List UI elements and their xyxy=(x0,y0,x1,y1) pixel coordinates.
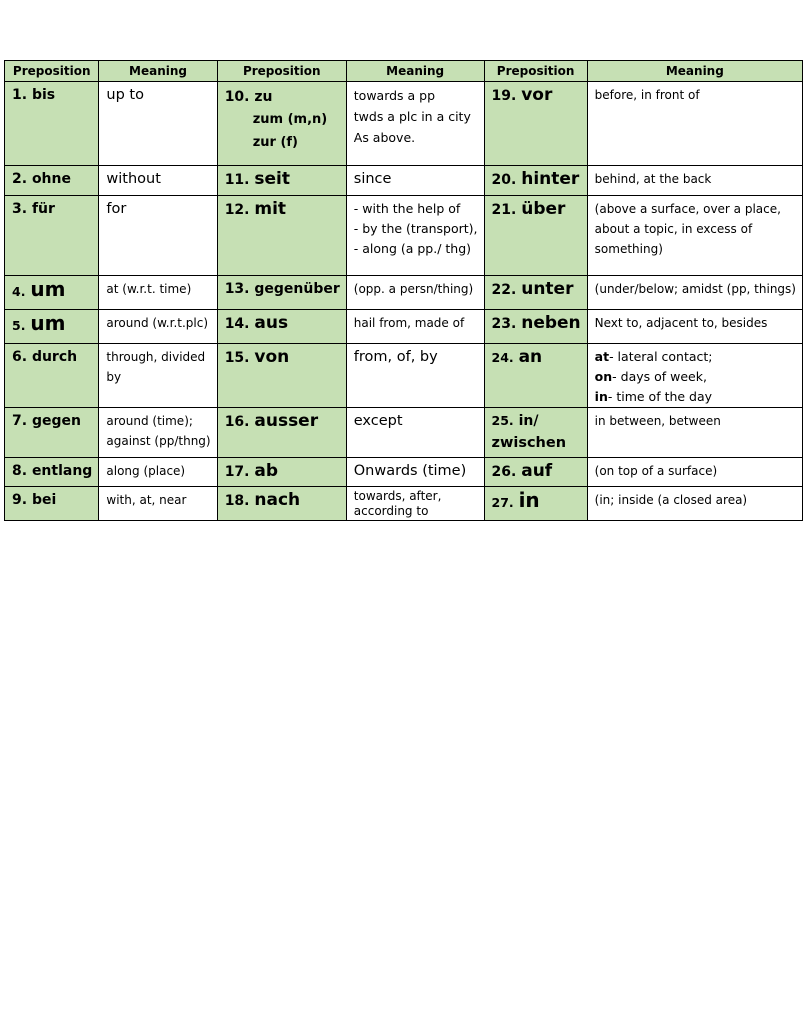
preposition-cell xyxy=(5,487,99,521)
preposition-number: 15. xyxy=(224,350,250,366)
preposition-cell xyxy=(484,458,587,487)
meaning-line: at- lateral contact; xyxy=(594,349,713,364)
table-row xyxy=(5,487,803,521)
preposition-cell xyxy=(217,344,346,408)
meaning-line: according to xyxy=(353,504,429,518)
meaning-line: twds a plc in a city xyxy=(353,109,471,124)
preposition-word: hinter xyxy=(521,169,580,189)
preposition-number: 17. xyxy=(224,464,250,480)
preposition-word: gegen xyxy=(31,413,81,429)
preposition-number: 24. xyxy=(491,350,514,365)
meaning-line: from, of, by xyxy=(353,349,438,365)
meaning-line: for xyxy=(106,201,127,217)
header-meaning-2: Meaning xyxy=(346,61,484,82)
meaning-line: Onwards (time) xyxy=(353,463,467,479)
table-row xyxy=(5,196,803,276)
preposition-word: aus xyxy=(254,313,289,333)
meaning-line: - by the (transport), xyxy=(353,221,478,236)
meaning-cell xyxy=(587,344,802,408)
table-row xyxy=(5,458,803,487)
preposition-cell xyxy=(484,408,587,458)
meaning-line: (on top of a surface) xyxy=(594,464,718,478)
preposition-word: auf xyxy=(521,461,553,481)
preposition-word: zu xyxy=(254,89,273,105)
preposition-number: 13. xyxy=(224,281,250,297)
preposition-cell xyxy=(5,276,99,310)
meaning-line: behind, at the back xyxy=(594,172,712,186)
preposition-word: an xyxy=(518,347,543,367)
meaning-line: (opp. a persn/thing) xyxy=(353,282,474,296)
meaning-cell xyxy=(99,458,217,487)
preposition-word: ausser xyxy=(254,411,319,431)
meaning-line: around (time); xyxy=(106,414,193,428)
header-preposition-1: Preposition xyxy=(5,61,99,82)
preposition-number: 18. xyxy=(224,493,250,509)
meaning-line: something) xyxy=(594,242,663,256)
header-meaning-1: Meaning xyxy=(99,61,217,82)
table-row xyxy=(5,276,803,310)
preposition-number: 27. xyxy=(491,495,514,510)
meaning-line: around (w.r.t.plc) xyxy=(106,316,209,330)
meaning-cell xyxy=(99,166,217,196)
table-row xyxy=(5,310,803,344)
meaning-cell xyxy=(346,196,484,276)
meaning-line: in between, between xyxy=(594,414,721,428)
meaning-cell xyxy=(587,487,802,521)
preposition-number: 8. xyxy=(12,463,28,479)
meaning-cell xyxy=(587,458,802,487)
meaning-line: at (w.r.t. time) xyxy=(106,282,192,296)
meaning-cell xyxy=(99,408,217,458)
preposition-word: seit xyxy=(254,169,290,189)
preposition-cell xyxy=(484,196,587,276)
preposition-cell xyxy=(217,82,346,166)
preposition-cell xyxy=(5,166,99,196)
meaning-cell xyxy=(346,276,484,310)
preposition-number: 23. xyxy=(491,316,517,332)
preposition-table xyxy=(4,60,803,521)
preposition-cell xyxy=(217,166,346,196)
meaning-line: on- days of week, xyxy=(594,369,707,384)
header-preposition-2: Preposition xyxy=(217,61,346,82)
preposition-number: 3. xyxy=(12,201,28,217)
preposition-cell xyxy=(217,408,346,458)
preposition-cell xyxy=(217,458,346,487)
preposition-number: 10. xyxy=(224,89,250,105)
meaning-cell xyxy=(346,458,484,487)
meaning-line: - along (a pp./ thg) xyxy=(353,241,472,256)
preposition-number: 19. xyxy=(491,88,517,104)
meaning-cell xyxy=(587,166,802,196)
meaning-cell xyxy=(346,166,484,196)
preposition-sheet xyxy=(4,60,803,521)
meaning-cell xyxy=(346,487,484,521)
meaning-line: about a topic, in excess of xyxy=(594,222,753,236)
preposition-cell xyxy=(484,487,587,521)
meaning-line: in- time of the day xyxy=(594,389,713,404)
preposition-cell xyxy=(5,344,99,408)
meaning-cell xyxy=(587,310,802,344)
table-row xyxy=(5,82,803,166)
preposition-cell xyxy=(217,196,346,276)
meaning-line: since xyxy=(353,171,392,187)
preposition-number: 2. xyxy=(12,171,28,187)
meaning-cell xyxy=(587,82,802,166)
preposition-word: entlang xyxy=(31,463,93,479)
preposition-word: gegenüber xyxy=(254,281,340,297)
header-meaning-3: Meaning xyxy=(587,61,802,82)
preposition-variant: zum (m,n) xyxy=(252,112,328,127)
meaning-line: hail from, made of xyxy=(353,316,465,330)
preposition-number: 11. xyxy=(224,172,250,188)
preposition-number: 9. xyxy=(12,492,28,508)
preposition-variant: zur (f) xyxy=(252,135,298,150)
table-row xyxy=(5,166,803,196)
preposition-number: 6. xyxy=(12,349,28,365)
meaning-line: (in; inside (a closed area) xyxy=(594,493,748,507)
meaning-line: - with the help of xyxy=(353,201,461,216)
preposition-cell xyxy=(5,310,99,344)
preposition-word: unter xyxy=(521,279,574,299)
header-preposition-3: Preposition xyxy=(484,61,587,82)
preposition-cell xyxy=(217,310,346,344)
preposition-number: 12. xyxy=(224,202,250,218)
preposition-word: bei xyxy=(31,492,57,508)
meaning-cell xyxy=(587,408,802,458)
meaning-line: along (place) xyxy=(106,464,186,478)
preposition-word: über xyxy=(521,199,566,219)
preposition-cell xyxy=(484,310,587,344)
preposition-word: nach xyxy=(254,490,301,510)
meaning-line: against (pp/thng) xyxy=(106,434,211,448)
meaning-cell xyxy=(99,276,217,310)
preposition-number: 5. xyxy=(12,318,26,333)
preposition-number: 4. xyxy=(12,284,26,299)
meaning-cell xyxy=(99,82,217,166)
preposition-word: um xyxy=(30,277,66,301)
preposition-cell xyxy=(217,276,346,310)
meaning-cell xyxy=(99,344,217,408)
preposition-cell xyxy=(5,82,99,166)
preposition-number: 7. xyxy=(12,413,28,429)
preposition-cell xyxy=(5,196,99,276)
meaning-cell xyxy=(346,310,484,344)
table-row xyxy=(5,344,803,408)
meaning-line: with, at, near xyxy=(106,493,187,507)
preposition-cell xyxy=(484,82,587,166)
preposition-number: 16. xyxy=(224,414,250,430)
meaning-line: (under/below; amidst (pp, things) xyxy=(594,282,796,296)
meaning-line: (above a surface, over a place, xyxy=(594,202,781,216)
meaning-line: Next to, adjacent to, besides xyxy=(594,316,768,330)
preposition-word: vor xyxy=(521,85,553,105)
preposition-word: ab xyxy=(254,461,279,481)
meaning-cell xyxy=(587,276,802,310)
preposition-word-continued: zwischen xyxy=(491,435,567,451)
meaning-line: without xyxy=(106,171,161,187)
preposition-number: 1. xyxy=(12,87,28,103)
preposition-word: um xyxy=(30,311,66,335)
preposition-word: neben xyxy=(521,313,581,333)
preposition-cell xyxy=(5,458,99,487)
preposition-number: 25. xyxy=(491,413,514,428)
preposition-number: 14. xyxy=(224,316,250,332)
preposition-cell xyxy=(484,344,587,408)
meaning-line: towards a pp xyxy=(353,88,436,103)
meaning-cell xyxy=(99,310,217,344)
meaning-line: except xyxy=(353,413,403,429)
preposition-word: von xyxy=(254,347,290,367)
preposition-word: ohne xyxy=(31,171,71,187)
preposition-word: durch xyxy=(31,349,78,365)
meaning-cell xyxy=(99,196,217,276)
meaning-cell xyxy=(346,82,484,166)
preposition-number: 21. xyxy=(491,202,517,218)
preposition-word: bis xyxy=(31,87,56,103)
table-row xyxy=(5,408,803,458)
preposition-cell xyxy=(217,487,346,521)
meaning-cell xyxy=(346,344,484,408)
meaning-cell xyxy=(587,196,802,276)
preposition-cell xyxy=(484,166,587,196)
preposition-number: 20. xyxy=(491,172,517,188)
meaning-line: up to xyxy=(106,87,144,103)
preposition-word: mit xyxy=(254,199,287,219)
header-row xyxy=(5,61,803,82)
preposition-word: in/ xyxy=(518,413,539,429)
preposition-cell xyxy=(5,408,99,458)
meaning-line: before, in front of xyxy=(594,88,700,102)
preposition-number: 22. xyxy=(491,282,517,298)
preposition-word: für xyxy=(31,201,55,217)
preposition-number: 26. xyxy=(491,464,517,480)
preposition-cell xyxy=(484,276,587,310)
meaning-line: through, divided xyxy=(106,350,206,364)
meaning-line: towards, after, xyxy=(353,489,442,503)
meaning-cell xyxy=(99,487,217,521)
meaning-line: by xyxy=(106,370,122,384)
preposition-word: in xyxy=(518,488,540,512)
meaning-cell xyxy=(346,408,484,458)
meaning-line: As above. xyxy=(353,130,416,145)
